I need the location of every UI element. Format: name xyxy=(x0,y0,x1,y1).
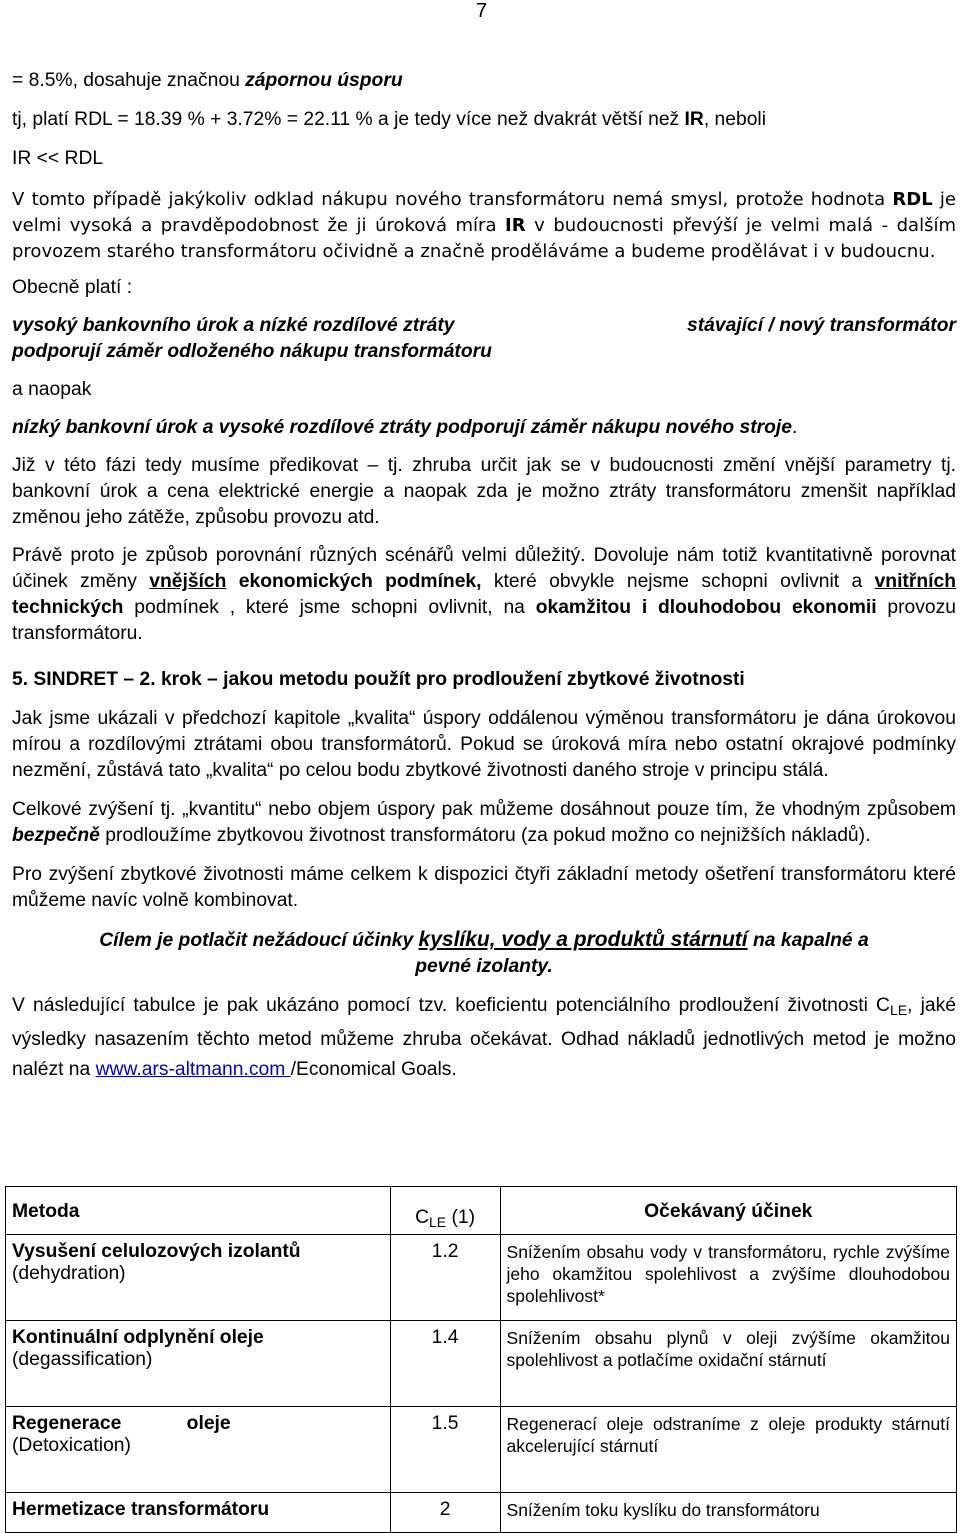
effect-text: Snížením obsahu plynů v oleji zvýšíme okamžitou spolehlivost a potlačíme oxidační stárnutí xyxy=(500,1321,956,1407)
text: V následující tabulce je pak ukázáno pomocí tzv. koeficientu potenciálního prodloužení životnosti C xyxy=(12,995,890,1016)
effect-text: Snížením toku kyslíku do transformátoru xyxy=(500,1493,956,1533)
method-name-en: (dehydration) xyxy=(12,1263,126,1284)
website-link[interactable]: www.ars-altmann.com xyxy=(95,1059,291,1080)
method-name: Kontinuální odplynění oleje xyxy=(12,1327,264,1348)
paragraph-negative-saving xyxy=(12,68,956,94)
rule-left: vysoký bankovního úrok a nízké rozdílové ztráty xyxy=(12,315,455,336)
goal-line-1 xyxy=(12,927,956,954)
text: Celkové zvýšení tj. „kvantitu“ nebo objem úspory pak můžeme dosáhnout pouze tím, že vhodným způsobem xyxy=(12,799,956,820)
text: Právě proto je způsob porovnání různých scénářů velmi důležitý. Dovoluje nám totiž kvantitativně porovnat účinek změny xyxy=(12,545,956,592)
paragraph-rdl-formula xyxy=(12,107,956,133)
external-term: vnějších xyxy=(149,571,227,592)
ir-term: IR xyxy=(505,215,526,236)
paragraph-ir-vs-rdl: IR << RDL xyxy=(12,148,104,169)
safely-term: bezpečně xyxy=(12,825,100,846)
cle-value: 1.2 xyxy=(390,1235,500,1321)
method-cell xyxy=(6,1321,391,1407)
text: /Economical Goals. xyxy=(290,1059,457,1080)
method-cell xyxy=(6,1407,391,1493)
method-name: Regenerace oleje xyxy=(12,1413,231,1434)
method-cell xyxy=(6,1493,391,1533)
paragraph-scenario-comparison xyxy=(12,543,956,647)
methods-table xyxy=(5,1186,957,1533)
goal-line-2: pevné izolanty. xyxy=(415,956,553,977)
rule-line xyxy=(12,313,956,339)
table-header-row xyxy=(6,1187,957,1235)
table-row xyxy=(6,1235,957,1321)
method-name-en: (degassification) xyxy=(12,1349,153,1370)
rdl-term: RDL xyxy=(892,189,933,210)
text: V tomto případě jakýkoliv odklad nákupu nového transformátoru nemá smysl, protože hodnota xyxy=(12,189,893,210)
paragraph-prediction: Již v této fázi tedy musíme předikovat – tj. zhruba určit jak se v budoucnosti změní vnější parametry tj. bankovní úrok a cena elektrické energie a naopak zda je možno ztráty transformátoru zmenšit například změnou jeho zátěže, způsobu provozu atd. xyxy=(12,455,956,528)
text: = 8.5%, dosahuje značnou xyxy=(12,70,246,91)
table-row xyxy=(6,1407,957,1493)
text: , jaké výsledky nasazením těchto metod můžeme zhruba očekávat. Odhad nákladů jednotlivých metod je možno nalézt na xyxy=(12,995,956,1080)
ir-term: IR xyxy=(684,109,704,130)
technical-term: technických xyxy=(12,597,124,618)
paragraph-four-methods: Pro zvýšení zbytkové životnosti máme celkem k dispozici čtyři základní metody ošetření transformátoru které můžeme navíc volně kombinovat. xyxy=(12,864,956,911)
paragraph-rule-opposite xyxy=(12,415,956,441)
text: Cílem je potlačit nežádoucí účinky xyxy=(99,930,419,951)
table-row xyxy=(6,1493,957,1533)
cle-suffix: (1) xyxy=(446,1207,476,1228)
internal-term: vnitřních xyxy=(874,571,956,592)
text: na kapalné a xyxy=(747,930,869,951)
text: , neboli xyxy=(703,109,767,130)
paragraph-quantity xyxy=(12,797,956,849)
text: v budoucnosti převýší je velmi malá - dalším provozem starého transformátoru očividně a značně proděláváme a budeme prodělávat i v budoucnu. xyxy=(12,215,956,262)
header-method: Metoda xyxy=(6,1187,391,1235)
economy-term: okamžitou i dlouhodobou ekonomii xyxy=(535,597,877,618)
text: podmínek , které jsme schopni ovlivnit, na xyxy=(123,597,536,618)
effect-text: Snížením obsahu vody v transformátoru, rychle zvýšíme jeho okamžitou spolehlivost a zvýšíme dlouhodobou spolehlivost* xyxy=(500,1235,956,1321)
section-heading: 5. SINDRET – 2. krok – jakou metodu použít pro prodloužení zbytkové životnosti xyxy=(12,669,745,690)
cle-subscript: LE xyxy=(429,1214,447,1230)
table-row xyxy=(6,1321,957,1407)
text: provozu transformátoru. xyxy=(12,597,956,644)
cle-value: 2 xyxy=(390,1493,500,1533)
paragraph-postponement xyxy=(12,187,956,265)
subscript: LE xyxy=(889,1002,908,1018)
method-name: Vysušení celulozových izolantů xyxy=(12,1241,301,1262)
goal-statement xyxy=(12,927,956,980)
paragraph-table-intro xyxy=(12,991,956,1085)
emphasis: zápornou úsporu xyxy=(245,70,403,91)
rule-opposite-text: nízký bankovní úrok a vysoké rozdílové ztráty podporují záměr nákupu nového stroje xyxy=(12,417,792,438)
method-name-en: (Detoxication) xyxy=(12,1435,131,1456)
method-name: Hermetizace transformátoru xyxy=(12,1499,270,1520)
rule-right: stávající / nový transformátor xyxy=(687,315,956,336)
text: je velmi vysoká a pravděpodobnost že ji úroková míra xyxy=(12,189,956,236)
period: . xyxy=(792,417,798,438)
cle-letter: C xyxy=(415,1207,430,1228)
cle-value: 1.5 xyxy=(390,1407,500,1493)
header-cle xyxy=(390,1187,500,1235)
goal-underlined: kyslíku, vody a produktů stárnutí xyxy=(418,928,748,951)
paragraph-general-rule-title: Obecně platí : xyxy=(12,277,133,298)
paragraph-vice-versa: a naopak xyxy=(12,379,92,400)
document-body xyxy=(12,68,956,1085)
economic-conditions: ekonomických podmínek, xyxy=(226,571,482,592)
paragraph-quality: Jak jsme ukázali v předchozí kapitole „kvalita“ úspory oddálenou výměnou transformátoru je dána úrokovou mírou a rozdílovými ztrátami obou transformátorů. Pokud se úroková míra nebo ostatní okrajové podmínky nezmění, zůstává tato „kvalita“ po celou bodu zbytkové životnosti daného stroje v principu stálá. xyxy=(12,708,956,781)
effect-text: Regenerací oleje odstraníme z oleje produkty stárnutí akcelerující stárnutí xyxy=(500,1407,956,1493)
text: tj, platí RDL = 18.39 % + 3.72% = 22.11 % a je tedy více než dvakrát větší než xyxy=(12,109,685,130)
text: které obvykle nejsme schopni ovlivnit a xyxy=(481,571,875,592)
cle-value: 1.4 xyxy=(390,1321,500,1407)
method-cell xyxy=(6,1235,391,1321)
header-effect: Očekávaný účinek xyxy=(500,1187,956,1235)
rule-line-2: podporují záměr odloženého nákupu transformátoru xyxy=(12,341,492,362)
rule-block xyxy=(12,313,956,365)
text: prodloužíme zbytkovou životnost transformátoru (za pokud možno co nejnižších nákladů). xyxy=(99,825,871,846)
page-number: 7 xyxy=(476,0,488,22)
